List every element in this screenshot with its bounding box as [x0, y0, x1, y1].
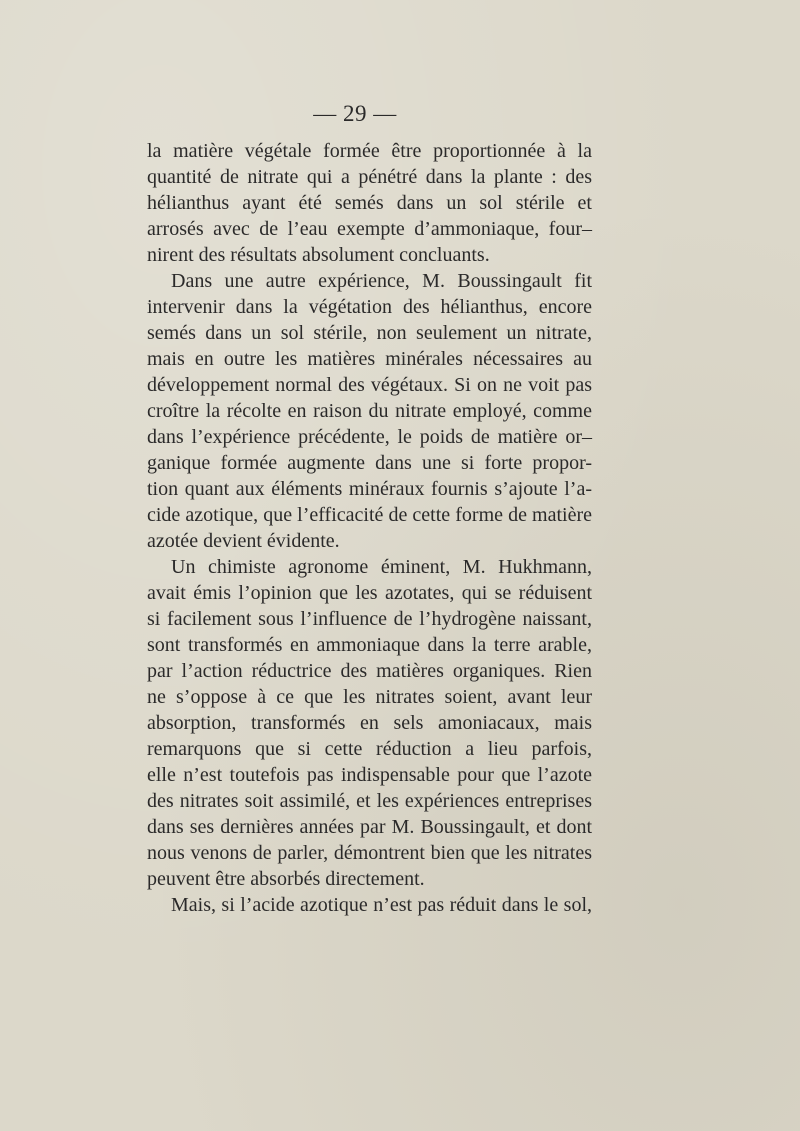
- text-line: mais en outre les matières minérales nécessaires au: [147, 348, 592, 370]
- text-line: ne s’oppose à ce que les nitrates soient, avant leur: [147, 686, 592, 708]
- page-number: — 29 —: [313, 101, 397, 126]
- text-line: développement normal des végétaux. Si on ne voit pas: [147, 374, 592, 396]
- text-line: hélianthus ayant été semés dans un sol stérile et: [147, 192, 592, 214]
- text-line: remarquons que si cette réduction a lieu parfois,: [147, 738, 592, 760]
- text-line: intervenir dans la végétation des hélianthus, encore: [147, 296, 592, 318]
- text-line: avait émis l’opinion que les azotates, qui se réduisent: [147, 582, 592, 604]
- text-line: cide azotique, que l’efficacité de cette forme de matière: [147, 504, 592, 526]
- paragraph-start-line: Mais, si l’acide azotique n’est pas réduit dans le sol,: [171, 894, 592, 916]
- text-line: si facilement sous l’influence de l’hydrogène naissant,: [147, 608, 592, 630]
- text-line: dans ses dernières années par M. Boussingault, et dont: [147, 816, 592, 838]
- text-line: sont transformés en ammoniaque dans la terre arable,: [147, 634, 592, 656]
- text-line: semés dans un sol stérile, non seulement un nitrate,: [147, 322, 592, 344]
- text-line: peuvent être absorbés directement.: [147, 868, 425, 890]
- text-line: ganique formée augmente dans une si forte propor-: [147, 452, 592, 474]
- text-line: tion quant aux éléments minéraux fournis s’ajoute l’a-: [147, 478, 592, 500]
- text-line: croître la récolte en raison du nitrate employé, comme: [147, 400, 592, 422]
- text-line: absorption, transformés en sels amoniacaux, mais: [147, 712, 592, 734]
- text-line: dans l’expérience précédente, le poids de matière or–: [147, 426, 592, 448]
- text-line: par l’action réductrice des matières organiques. Rien: [147, 660, 592, 682]
- text-line: arrosés avec de l’eau exempte d’ammoniaque, four–: [147, 218, 592, 240]
- text-line: nirent des résultats absolument concluants.: [147, 244, 490, 266]
- paragraph-start-line: Un chimiste agronome éminent, M. Hukhmann,: [171, 556, 592, 578]
- text-line: quantité de nitrate qui a pénétré dans la plante : des: [147, 166, 592, 188]
- text-line: la matière végétale formée être proportionnée à la: [147, 140, 592, 162]
- text-line: des nitrates soit assimilé, et les expériences entreprises: [147, 790, 592, 812]
- text-line: elle n’est toutefois pas indispensable pour que l’azote: [147, 764, 592, 786]
- text-line: nous venons de parler, démontrent bien que les nitrates: [147, 842, 592, 864]
- paragraph-start-line: Dans une autre expérience, M. Boussingault fit: [171, 270, 592, 292]
- text-line: azotée devient évidente.: [147, 530, 340, 552]
